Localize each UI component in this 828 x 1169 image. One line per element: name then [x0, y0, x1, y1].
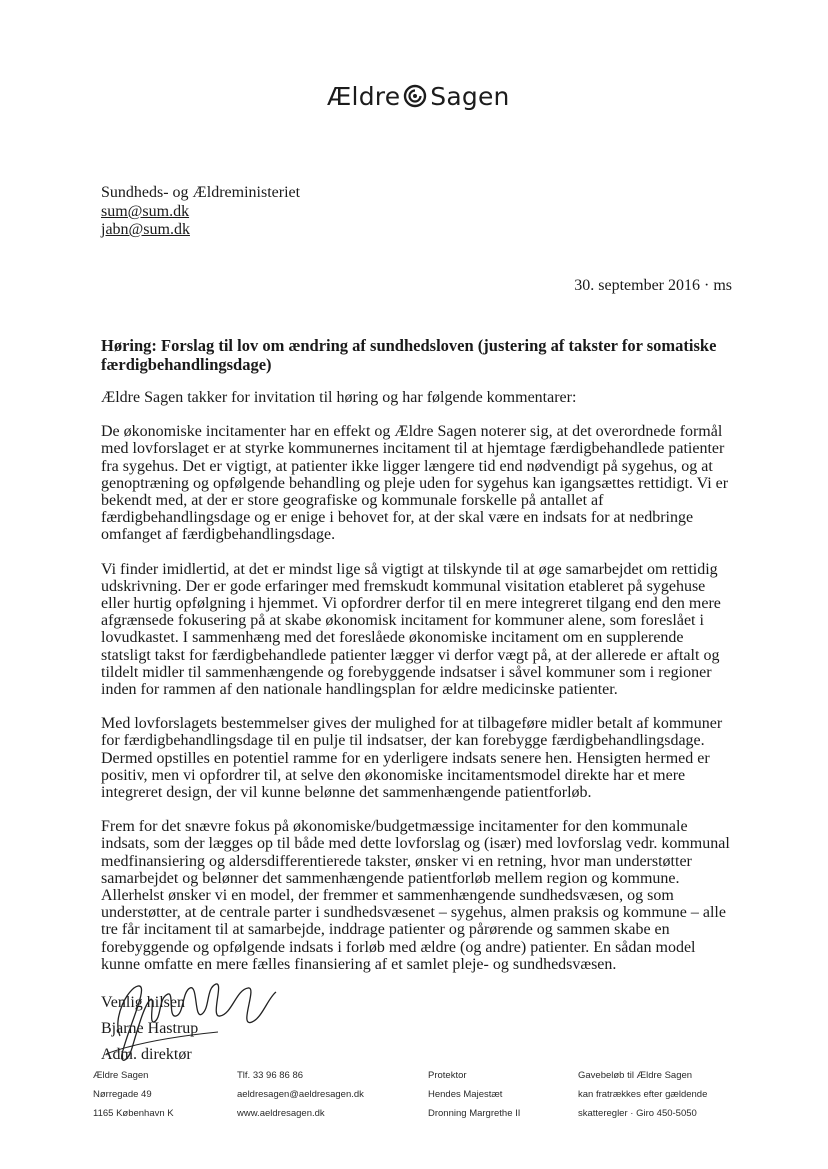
footer-donation	[578, 1066, 707, 1123]
body-paragraph: De økonomiske incitamenter har en effekt og Ældre Sagen noterer sig, at det overordnede formål med lovforslaget er at styrke kommunernes incitament til at hjemtage færdigbehandlede patienter fra sygehus. Det er vigtigt, at patienter ikke ligger længere tid end nødvendigt på sygehus, og at genoptræning og opfølgende behandling og pleje uden for sygehus kan igangsættes rettidigt. Vi er bekendt med, at der er store geografiske og kommunale forskelle på antallet af færdigbehandlingsdage og er enige i behovet for, at der skal være en indsats for at nedbringe omfanget af færdigbehandlingsdage.	[101, 423, 729, 544]
recipient-email-link[interactable]: sum@sum.dk	[101, 202, 190, 220]
body-paragraph: Ældre Sagen takker for invitation til høring og har følgende kommentarer:	[101, 389, 577, 406]
footer-line: Nørregade 49	[93, 1089, 152, 1100]
logo-swirl-icon	[403, 84, 427, 108]
footer-address	[93, 1066, 174, 1123]
footer-line: 1165 København K	[93, 1108, 174, 1119]
logo-text-right: Sagen	[430, 81, 510, 111]
closing-greeting: Venlig hilsen	[101, 994, 185, 1012]
recipient-email-link[interactable]: jabn@sum.dk	[101, 221, 190, 238]
footer-line: Hendes Majestæt	[428, 1089, 503, 1100]
footer-contact	[237, 1066, 364, 1123]
logo-text-left: Ældre	[327, 81, 401, 111]
footer-line: skatteregler · Giro 450-5050	[578, 1108, 697, 1119]
footer-protector	[428, 1066, 520, 1123]
footer-line: kan fratrækkes efter gældende	[578, 1089, 708, 1100]
footer-line: Protektor	[428, 1070, 467, 1081]
footer-line: Dronning Margrethe II	[428, 1108, 521, 1119]
body-paragraph: Vi finder imidlertid, at det er mindst lige så vigtigt at tilskynde til at øge samarbejdet om rettidig udskrivning. Der er gode erfaringer med fremskudt kommunal visitation etableret på sygehuse eller hurtig opfølgning i hjemmet. Vi opfordrer derfor til en mere integreret tilgang end den mere afgrænsede fokusering på at skabe økonomisk incitament for kommuner alene, som foreslået i lovudkastet. I sammenhæng med det foreslåede økonomiske incitament om en supplerende statsligt takst for færdigbehandlede patienter lægger vi derfor vægt på, at der allerede er aftalt og tildelt midler til sammenhængende og forebyggende indsatser i såvel kommuner som i regioner inden for rammen af den nationale handlingsplan for ældre medicinske patienter.	[101, 560, 721, 699]
signer-name: Bjarne Hastrup	[101, 1020, 199, 1038]
footer-line: Ældre Sagen	[93, 1070, 149, 1081]
signer-title: Adm. direktør	[101, 1046, 192, 1064]
footer-line: Tlf. 33 96 86 86	[237, 1070, 304, 1081]
footer-line: Gavebeløb til Ældre Sagen	[578, 1070, 693, 1081]
body-paragraph: Med lovforslagets bestemmelser gives der mulighed for at tilbageføre midler betalt af kommuner for færdigbehandlingsdage til en pulje til indsatser, der kan forebygge færdigbehandlingsdage. Dermed opstilles en potentiel ramme for en yderligere indsats senere hen. Hensigten hermed er positiv, men vi opfordrer til, at selve den økonomiske incitamentsmodel direkte har et mere integreret design, der vil kunne belønne det sammenhængende patientforløb.	[101, 715, 723, 802]
letter-date: 30. september 2016 · ms	[574, 277, 732, 294]
footer-email-link[interactable]: aeldresagen@aeldresagen.dk	[237, 1089, 364, 1100]
recipient-block	[101, 184, 300, 240]
closing-block	[101, 990, 731, 1068]
aeldre-sagen-logo	[327, 80, 510, 112]
footer-website-link[interactable]: www.aeldresagen.dk	[237, 1108, 325, 1119]
body-paragraph: Frem for det snævre fokus på økonomiske/budgetmæssige incitamenter for den kommunale indsats, som der lægges op til både med dette lovforslag og (især) med lovforslag vedr. kommunal medfinansiering og aldersdifferentierede takster, ønsker vi en retning, hvor man understøtter samarbejdet og belønner det sammenhængende patientforløb mellem region og kommune. Allerhelst ønsker vi en model, der fremmer et sammenhængende sundhedsvæsen, og som understøtter, at de centrale parter i sundhedsvæsenet – sygehus, almen praksis og kommune – alle tre får incitament til at samarbejde, inddrage patienter og pårørende og sammen skabe en forebyggende og opfølgende indsats i forløb med ældre (og andre) patienter. En sådan model kunne omfatte en mere fælles finansiering af et samlet pleje- og sundhedsvæsen.	[101, 818, 730, 973]
letter-body	[101, 336, 731, 1068]
recipient-name: Sundheds- og Ældreministeriet	[101, 184, 301, 201]
subject-heading: Høring: Forslag til lov om ændring af sundhedsloven (justering af takster for somatiske færdigbehandlingsdage)	[101, 336, 717, 374]
